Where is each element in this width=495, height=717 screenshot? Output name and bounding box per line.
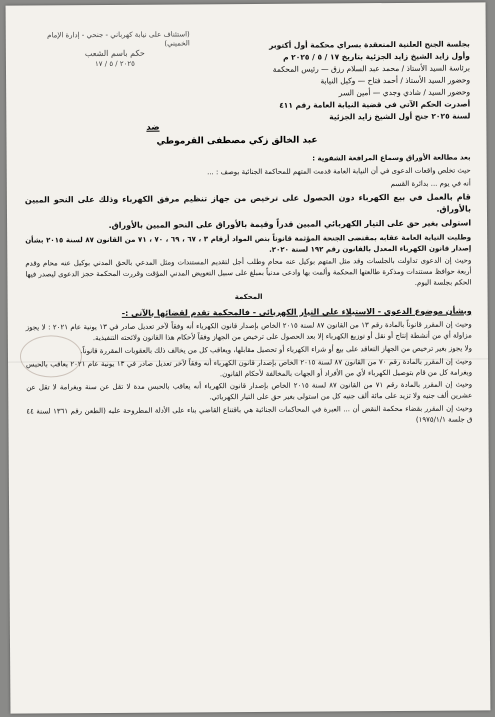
judge-line: برئاسة السيد الأستاذ / محمد عبد السلام رزق — رئيس المحكمة (272, 63, 471, 74)
legal-paragraph: وحيث إن المقرر بقضاء محكمة النقض أن ... العبرة في المحاكمات الجنائية هي باقتناع القاضي بناء على الأدلة المطروحة عليه (الطعن رقم ١٣٦١ لسنة ٤٤ ق جلسة ١٩٧٥/١/١) (26, 404, 473, 424)
charge-one: قام بالعمل في بيع الكهرباء دون الحصول على ترخيص من جهاز تنظيم مرفق الكهرباء وذلك على النحو المبين بالأوراق. (24, 191, 471, 214)
section-heading: وبشأن موضوع الدعوى - الاستيلاء على التيار الكهربائي - فالمحكمة تقدم لقضائها بالآتي :- (121, 306, 472, 318)
court-ruling-page (6, 2, 491, 713)
case-number-line: أصدرت الحكم الآتي في قضية النيابة العامة رقم ٤١١ لسنة ٢٠٢٥ جنح أول الشيخ زايد الجزئية (279, 99, 471, 122)
verdict-against-label (146, 123, 159, 133)
case-reference-block (40, 30, 190, 69)
proceedings-summary: وحيث إن الدعوى تداولت بالجلسات وقد مثل المتهم بوكيل عنه محام وطلب أجل لتقديم المستندات ومثل المدعي بالحق المدني بوكيل عنه محام وقدم أربعة حوافظ مستندات ومذكرة طالعتها المحكمة وألمت بها وادعى مدنياً بمبلغ على سبيل التعويض المدني المؤقت وقررت المحكمة حجز الدعوى ليصدر فيها الحكم بجلسة اليوم. (25, 256, 472, 287)
legal-paragraph: وحيث إن المقرر بالمادة رقم ٧١ من القانون ٨٧ لسنة ٢٠١٥ الخاص بإصدار قانون الكهرباء أنه يعاقب بالحبس مدة لا تقل عن سنة وبغرامة لا تقل عن عشرين ألف جنيه ولا تزيد على مائة ألف جنيه كل من استولى بغير حق على التيار الكهربائي. (26, 380, 473, 402)
legal-paragraph: وحيث إن المقرر بالمادة رقم ٧٠ من القانون ٨٧ لسنة ٢٠١٥ الخاص بإصدار قانون الكهرباء أنه وفقاً لآخر تعديل صادر في ١٣ يونية عام ٢٠٢١ يعاقب بالحبس وبغرامة كل من قام بتوصيل الكهرباء لأي من الأفراد أو الجهات بالمخالفة لأحكام القانون. (26, 357, 473, 378)
charge-two: استولى بغير حق على التيار الكهربائي المبين قدراً وقيمة بالأوراق على النحو المبين بالأوراق. (108, 218, 472, 231)
defendant-name: عبد الخالق زكي مصطفى القرموطي (156, 135, 318, 147)
clerk-line: وحضور السيد / شادي وجدي — أمين السر (338, 87, 471, 98)
intro-line: أنه في يوم ... بدائرة القسم (390, 179, 471, 188)
appeal-note: (استئناف على نيابة كهرباني - جنحي - إدارة الإمام الخميني) (47, 30, 190, 48)
ruling-body (25, 152, 473, 430)
ruling-heading: حكم باسم الشعب (84, 48, 145, 59)
intro-line: بعد مطالعة الأوراق وسماع المرافعة الشفوية : (312, 153, 471, 163)
session-line: بجلسة الجنح العلنية المنعقدة بسراي محكمة أول أكتوبر وأول زايد الشيخ زايد الجزئية بتاريخ ١٧ / ٥ / ٢٠٢٥ م (269, 39, 470, 62)
legal-paragraph: ولا يجوز بغير ترخيص من الجهاز التعاقد على بيع أو شراء الكهرباء أو تحصيل مقابلها، ويعاقب كل من يخالف ذلك بالعقوبات المقررة قانوناً. (80, 344, 472, 356)
court-label: المحكمة (234, 292, 263, 302)
court-session-header (260, 38, 471, 123)
ruling-date: ٢٠٢٥ / ٥ / ١٧ (94, 59, 135, 68)
legal-paragraph: وحيث إن المقرر قانوناً بالمادة رقم ١٣ من القانون ٨٧ لسنة ٢٠١٥ الخاص بإصدار قانون الكهرباء أنه وفقاً لآخر تعديل صادر في ١٣ يونية عام ٢٠٢١ : لا يجوز مزاولة أي من أنشطة إنتاج أو نقل أو توزيع الكهرباء إلا بعد الحصول على ترخيص من الجهاز وفقاً لأحكام هذا القانون ولائحته التنفيذية. (25, 320, 472, 343)
prosecutor-line: وحضور السيد الأستاذ / أحمد فتاح — وكيل النيابة (320, 75, 471, 86)
against-word: ضد (146, 122, 160, 133)
intro-line: حيث تخلص واقعات الدعوى في أن النيابة العامة قدمت المتهم للمحاكمة الجنائية بوصف : ... (207, 166, 471, 177)
prosecution-request: وطلبت النيابة العامة عقابه بمقتضى الجنحة المؤثمة قانوناً بنص المواد أرقام ٣ ، ٦٧ ، ٦٩ ، ٧٠ ، ٧١ من القانون ٨٧ لسنة ٢٠١٥ بشأن إصدار قانون الكهرباء المعدل بالقانون رقم ١٩٢ لسنة ٢٠٢٠. (25, 233, 472, 254)
